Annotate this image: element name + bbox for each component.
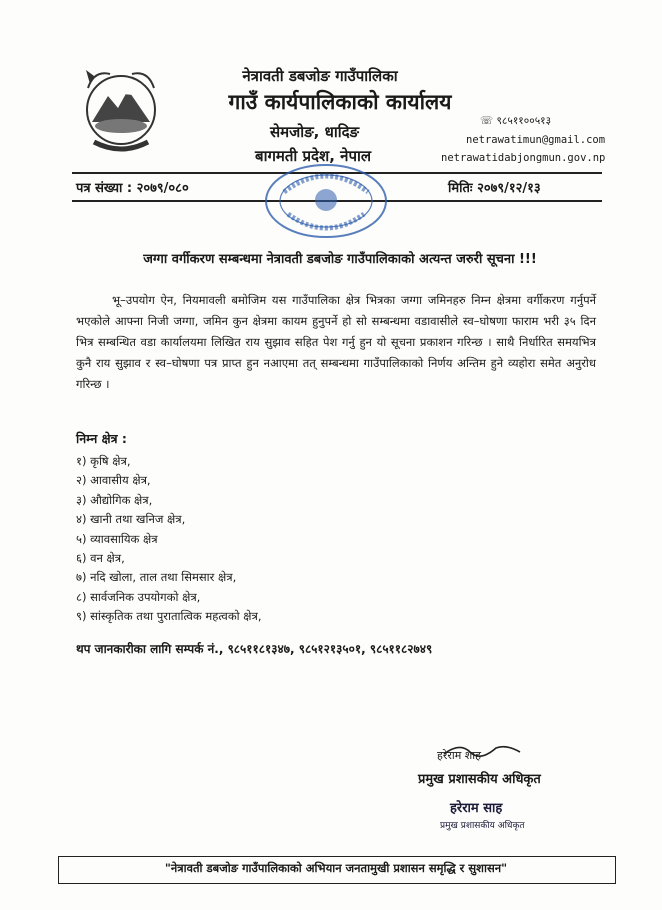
website-link[interactable]: netrawatidabjongmun.gov.np	[441, 152, 606, 164]
signature-stamp	[440, 798, 560, 838]
notice-subject: जग्गा वर्गीकरण सम्बन्धमा नेत्रावती डबजोङ गाउँपालिकाको अत्यन्त जरुरी सूचना !!!	[143, 252, 537, 267]
zone-item: ७) नदि खोला, ताल तथा सिमसार क्षेत्र,	[76, 570, 237, 585]
phone-number: ☏ ९८५११००५१३	[480, 115, 552, 127]
municipality-name: नेत्रावती डबजोङ गाउँपालिका	[242, 67, 398, 85]
government-emblem-icon	[80, 64, 162, 160]
zone-item: ८) सार्वजनिक उपयोगको क्षेत्र,	[76, 589, 201, 604]
zones-list	[76, 452, 262, 627]
signatory-name: हरेराम शाह	[437, 749, 481, 762]
contact-numbers: थप जानकारीका लागि सम्पर्क नं., ९८५११८१३४७, ९८५१२१३५०१, ९८५११८२७४९	[76, 642, 433, 656]
stamp-name: हरेराम साह	[450, 801, 503, 816]
zones-heading: निम्न क्षेत्र :	[76, 431, 127, 446]
office-location: सेमजोङ, धादिङ	[270, 123, 360, 141]
letter-number: पत्र संख्या : २०७९/०८०	[76, 181, 189, 196]
zone-item: ४) खानी तथा खनिज क्षेत्र,	[76, 512, 186, 527]
stamp-title: प्रमुख प्रशासकीय अधिकृत	[440, 821, 525, 831]
zone-item: १) कृषि क्षेत्र,	[76, 454, 131, 468]
zone-item: ३) औद्योगिक क्षेत्र,	[76, 492, 153, 507]
office-name: गाउँ कार्यपालिकाको कार्यालय	[228, 90, 452, 114]
signatory-title: प्रमुख प्रशासकीय अधिकृत	[418, 772, 541, 787]
zone-item: ९) सांस्कृतिक तथा पुरातात्विक महत्वको क्षेत्र,	[76, 609, 262, 624]
letter-date: मितिः २०७९/१२/१३	[448, 181, 541, 196]
zone-item: २) आवासीय क्षेत्र,	[76, 473, 151, 488]
notice-body: भू–उपयोग ऐन, नियमावली बमोजिम यस गाउँपालिका क्षेत्र भित्रका जग्गा जमिनहरु निम्न क्षेत्रमा वर्गीकरण गर्नुपर्ने भएकोले आफ्ना निजी जग्गा, जमिन कुन क्षेत्रमा कायम हुनुपर्ने हो सो सम्बन्धमा वडावासीले स्व–घोषणा फाराम भरी ३५ दिन भित्र सम्बन्धित वडा कार्यालयमा लिखित राय सुझाव सहित पेश गर्नु हुन यो सूचना प्रकाशन गरिन्छ । साथै निर्धारित समयभित्र कुनै राय सुझाव र स्व–घोषणा पत्र प्राप्त हुन नआएमा तत् सम्बन्धमा गाउँपालिकाको निर्णय अन्तिम हुने व्यहोरा समेत अनुरोध गरिन्छ ।	[76, 293, 596, 391]
office-province: बागमती प्रदेश, नेपाल	[255, 147, 372, 165]
zone-item: ५) व्यावसायिक क्षेत्र	[76, 531, 158, 546]
email-address[interactable]: netrawatimun@gmail.com	[466, 134, 606, 146]
zone-item: ६) वन क्षेत्र,	[76, 550, 125, 565]
footer-slogan: "नेत्रावती डबजोङ गाउँपालिकाको अभियान जनतामुखी प्रशासन समृद्धि र सुशासन"	[164, 861, 508, 875]
office-stamp	[262, 162, 390, 240]
